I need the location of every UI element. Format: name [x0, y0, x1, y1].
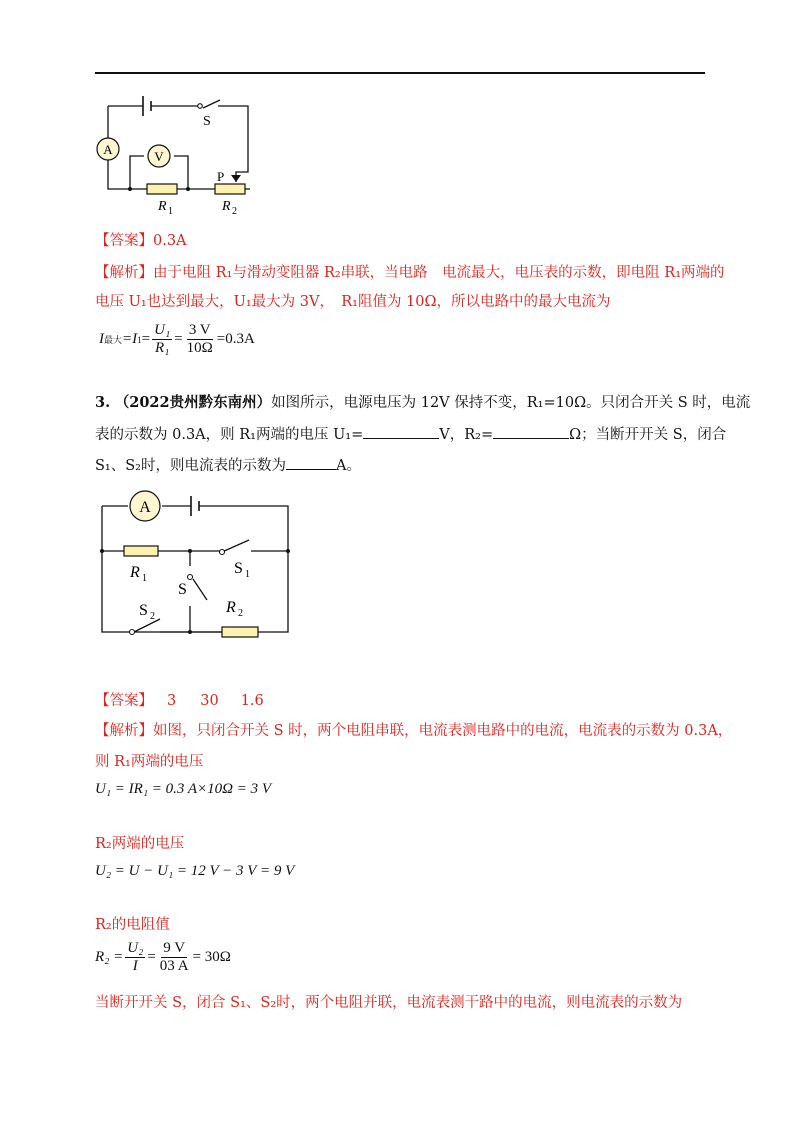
stem-part-e: A。	[336, 458, 361, 474]
fraction-2-denominator: 10Ω	[186, 340, 213, 356]
analysis-tag: 【解析】	[95, 265, 153, 281]
s1-subscript: 1	[245, 569, 250, 580]
eq-r2-numerator-2: 9 V	[163, 940, 186, 956]
analysis-tag: 【解析】	[95, 723, 153, 739]
q3-stem-text: 如图所示，电源电压为 12V 保持不变，R₁=10Ω。只闭合开关 S 时，电流	[271, 395, 751, 411]
switch-label: S	[203, 114, 211, 129]
formula-result: =0.3A	[216, 331, 255, 347]
q2-analysis-line-1	[95, 263, 725, 283]
fraction-1-numerator: U₁	[154, 322, 171, 338]
blank-u1	[363, 424, 439, 439]
q2-analysis-line-2: 电压 U₁也达到最大，U₁最大为 3V， R₁阻值为 10Ω，所以电路中的最大电流为	[95, 294, 611, 310]
r2-voltage-label: R₂两端的电压	[95, 836, 185, 852]
blank-current	[286, 455, 336, 470]
r1-subscript: 1	[168, 206, 173, 217]
eq-r2-denominator-2: 03 A	[159, 958, 189, 974]
q3-number: 3.	[95, 394, 111, 411]
r1-subscript-2: 1	[142, 573, 147, 584]
q3-analysis-last: 当断开开关 S，闭合 S₁、S₂时，两个电阻并联，电流表测干路中的电流，则电流表的示数为	[95, 995, 683, 1011]
answer-2: 30	[200, 693, 219, 709]
ammeter-label: A	[103, 142, 113, 157]
analysis-text: 如图，只闭合开关 S 时，两个电阻串联，电流表测电路中的电流，电流表的示数为 0.3A，	[153, 723, 733, 739]
stem-part-a: 表的示数为 0.3A，则 R₁两端的电压 U₁=	[95, 427, 364, 443]
header-rule	[95, 72, 705, 74]
answer-3: 1.6	[240, 693, 264, 709]
circuit-diagram-1	[90, 92, 265, 217]
formula-lhs: I	[99, 331, 104, 347]
stem-part-b: V，R₂=	[439, 427, 494, 443]
eq-r2-numerator-1: U₂	[127, 940, 144, 956]
r2-label: R	[222, 199, 231, 214]
r2-subscript-2: 2	[238, 608, 243, 619]
stem-part-d: S₁、S₂时，则电流表的示数为	[95, 458, 286, 474]
slider-label: P	[217, 169, 225, 184]
equation-u2: U₂ = U − U₁ = 12 V − 3 V = 9 V	[95, 863, 295, 879]
q3-answer-line	[95, 691, 264, 711]
equation-u1: U₁ = IR₁ = 0.3 A×10Ω = 3 V	[95, 781, 272, 797]
answer-value: 0.3A	[153, 233, 187, 249]
fraction-2-numerator: 3 V	[188, 322, 211, 338]
q3-analysis-line-2: 则 R₁两端的电压	[95, 754, 204, 770]
stem-part-c: Ω；当断开开关 S，闭合	[569, 427, 727, 443]
formula-eq1-sub: 1	[137, 334, 142, 345]
r2-label-2: R	[226, 599, 236, 616]
blank-r2	[493, 424, 569, 439]
q3-stem-line-1	[95, 393, 750, 413]
s2-subscript: 2	[150, 611, 155, 622]
eq-r2-lhs: R₂ =	[95, 949, 124, 965]
r2-subscript: 2	[232, 206, 237, 217]
q3-stem-line-2	[95, 424, 726, 445]
voltmeter-label: V	[154, 149, 164, 164]
eq-r2-result: = 30Ω	[192, 949, 231, 965]
answer-tag: 【答案】	[95, 233, 153, 249]
analysis-text: 由于电阻 R₁与滑动变阻器 R₂串联，当电路 电流最大，电压表的示数，即电阻 R₁两端的	[153, 265, 725, 281]
q3-source: （2022贵州黔东南州）	[114, 394, 272, 411]
r2-resistance-label: R₂的电阻值	[95, 917, 170, 933]
eq-r2-denominator-1: I	[132, 958, 138, 974]
answer-tag: 【答案】	[95, 693, 153, 709]
answer-1: 3	[167, 693, 177, 709]
s-label: S	[178, 581, 187, 598]
q2-formula: I 最大 =I 1 = $\frac{\text{U₁}}{\text{R₁}}$ = $\frac{3 V}{10\Omega}$ =0.3A	[99, 322, 255, 356]
ammeter-label-2: A	[139, 499, 151, 516]
r1-label-2: R	[130, 564, 140, 581]
circuit-diagram-2	[94, 484, 299, 644]
formula-lhs-sub: 最大	[104, 335, 123, 345]
q3-stem-line-3	[95, 455, 361, 476]
q2-answer-line	[95, 231, 187, 251]
q3-analysis-line-1	[95, 721, 732, 741]
s2-label: S	[139, 602, 148, 619]
fraction-1-denominator: R₁	[154, 340, 170, 356]
s1-label: S	[234, 560, 243, 577]
formula-eq1: =I	[122, 331, 138, 347]
r1-label: R	[158, 199, 167, 214]
equation-r2: R₂ = $\frac{\text{U₂}}{I}$ = $\frac{9 V}{03 A}$ = 30Ω	[95, 940, 231, 974]
